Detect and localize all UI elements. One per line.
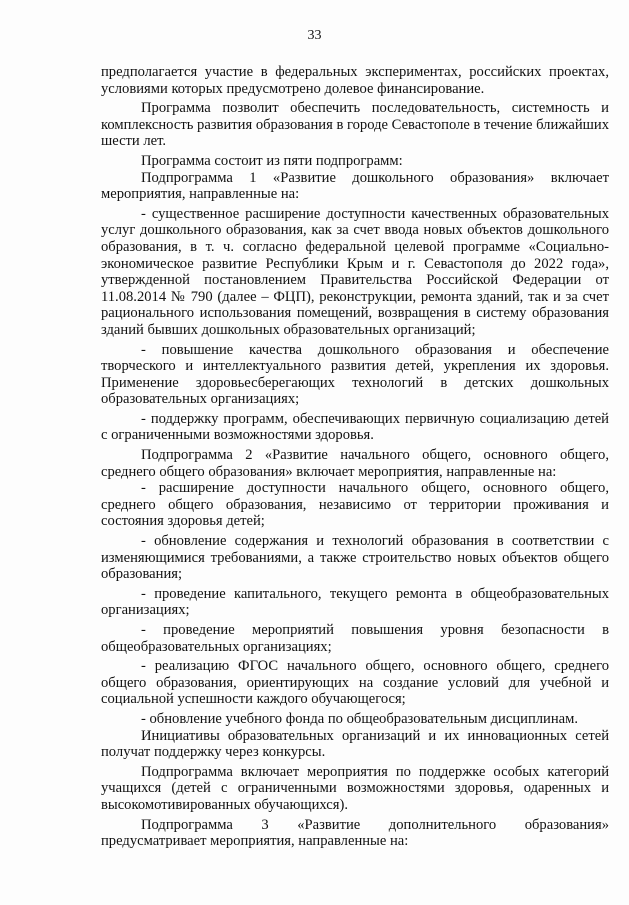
paragraph: - расширение доступности начального общего, основного общего, среднего общего образования, независимо от территории проживания и состояния здоровья детей; <box>101 480 609 530</box>
paragraph: Программа позволит обеспечить последовательность, системность и комплексность развития образования в городе Севастополе в течение ближайших шести лет. <box>101 100 609 150</box>
paragraph: Подпрограмма включает мероприятия по поддержке особых категорий учащихся (детей с ограниченными возможностями здоровья, одаренных и высокомотивированных обучающихся). <box>101 763 609 813</box>
paragraph: Программа состоит из пяти подпрограмм: <box>141 152 403 169</box>
paragraph: Инициативы образовательных организаций и их инновационных сетей получат поддержку через конкурсы. <box>101 727 609 761</box>
paragraph: - повышение качества дошкольного образования и обеспечение творческого и интеллектуального развития детей, укрепления их здоровья. Применение здоровьесберегающих технологий в детских дошкольных образовательных организациях; <box>101 341 609 408</box>
paragraph: - реализацию ФГОС начального общего, основного общего, среднего общего образования, ориентирующих на создание условий для учебной и социальной успешности каждого обучающегося; <box>101 658 609 708</box>
document-body <box>101 64 609 850</box>
page-number: 33 <box>307 28 322 43</box>
paragraph: предполагается участие в федеральных экспериментах, российских проектах, условиями которых предусмотрено долевое финансирование. <box>101 64 609 97</box>
paragraph: - обновление содержания и технологий образования в соответствии с изменяющимися требованиями, а также строительство новых объектов общего образования; <box>101 533 609 583</box>
paragraph: - проведение мероприятий повышения уровня безопасности в общеобразовательных организациях; <box>101 622 609 655</box>
paragraph: - проведение капитального, текущего ремонта в общеобразовательных организациях; <box>101 585 609 619</box>
paragraph: - обновление учебного фонда по общеобразовательным дисциплинам. <box>141 710 579 727</box>
paragraph: Подпрограмма 2 «Развитие начального общего, основного общего, среднего общего образования» включает мероприятия, направленные на: <box>101 447 609 480</box>
paragraph: Подпрограмма 1 «Развитие дошкольного образования» включает мероприятия, направленные на: <box>101 169 609 203</box>
paragraph: Подпрограмма 3 «Развитие дополнительного образования» предусматривает мероприятия, направленные на: <box>101 816 609 850</box>
paragraph: - поддержку программ, обеспечивающих первичную социализацию детей с ограниченными возможностями здоровья. <box>101 410 609 444</box>
paragraph: - существенное расширение доступности качественных образовательных услуг дошкольного образования, как за счет ввода новых объектов дошкольного образования, в т. ч. согласно федеральной целевой программе «Социально-экономическое развитие Республики Крым и г. Севастополя до 2022 года», утвержденной постановлением Правительства Российской Федерации от 11.08.2014 № 790 (далее – ФЦП), реконструкции, ремонта зданий, так и за счет рационального использования помещений, возвращения в систему образования зданий бывших дошкольных образовательных организаций; <box>101 205 609 338</box>
